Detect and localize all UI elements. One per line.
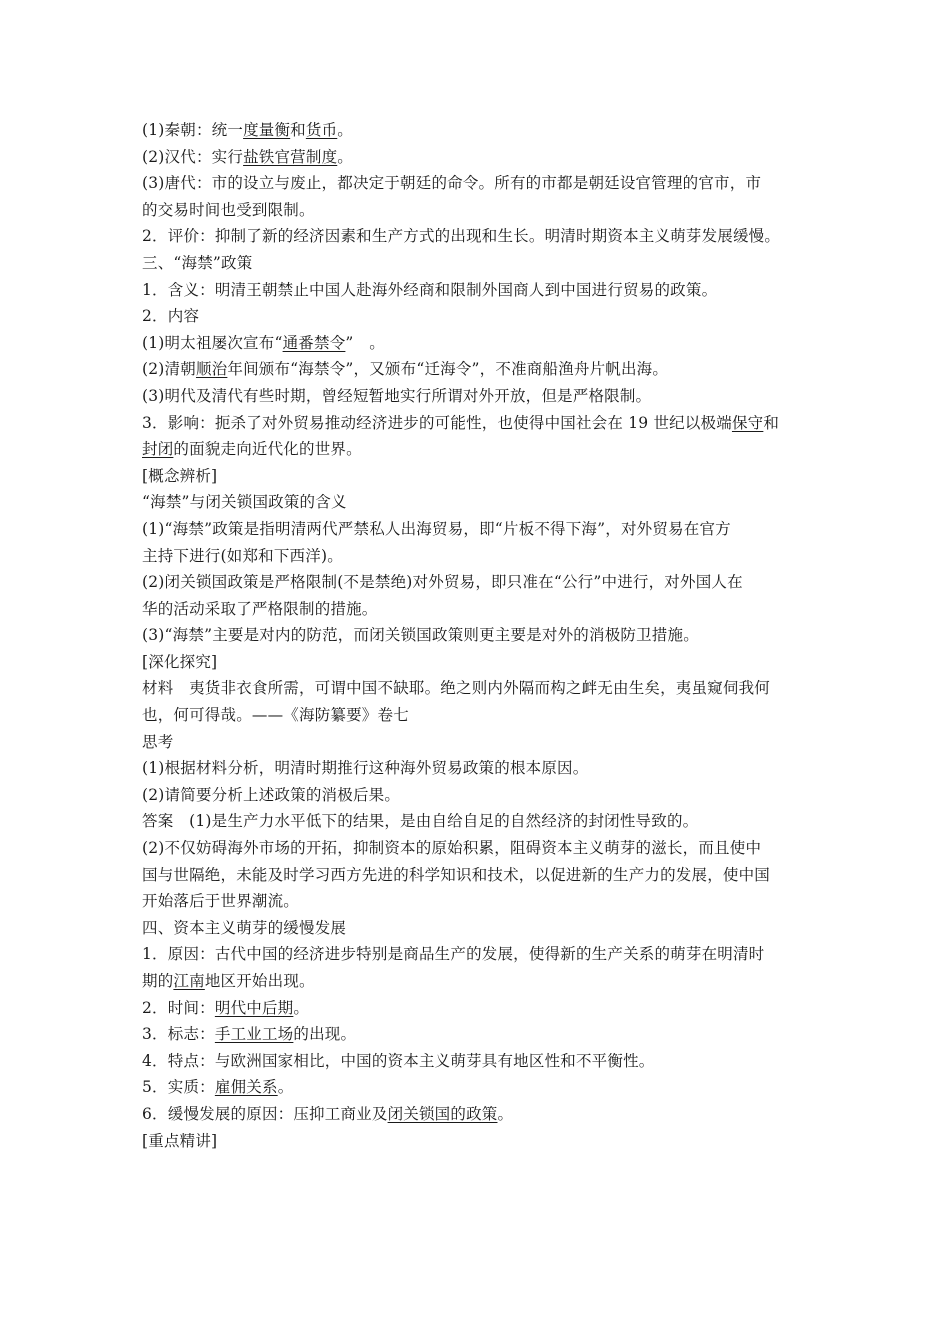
text-run: 。 <box>293 998 310 1017</box>
text-run: 2．评价：抑制了新的经济因素和生产方式的出现和生长。明清时期资本主义萌芽发展缓慢。 <box>142 227 781 246</box>
text-run: 。 <box>277 1078 294 1097</box>
text-line <box>142 250 812 277</box>
text-line <box>142 356 812 383</box>
text-line <box>142 543 812 570</box>
text-line <box>142 995 812 1022</box>
text-line <box>142 223 812 250</box>
text-run: (1)秦朝：统一 <box>142 121 244 139</box>
text-run: 和 <box>763 413 780 432</box>
text-run: 华的活动采取了严格限制的措施。 <box>142 599 378 618</box>
text-line <box>142 649 812 676</box>
text-run: 的出现。 <box>293 1025 357 1044</box>
text-line <box>142 702 812 729</box>
text-line <box>142 170 812 197</box>
underlined-term: 明代中后期 <box>214 998 294 1017</box>
text-run: [重点精讲] <box>142 1131 218 1150</box>
text-run: 。 <box>497 1104 514 1123</box>
underlined-term: 封闭 <box>142 440 174 459</box>
text-line <box>142 1048 812 1075</box>
text-line <box>142 675 812 702</box>
text-run: 2．时间： <box>142 998 215 1017</box>
text-run: 的面貌走向近代化的世界。 <box>173 440 362 459</box>
text-line <box>142 782 812 809</box>
text-run: 2．内容 <box>142 307 200 326</box>
text-line <box>142 569 812 596</box>
text-line <box>142 383 812 410</box>
text-run: (1)“海禁”政策是指明清两代严禁私人出海贸易，即“片板不得下海”，对外贸易在官方 <box>142 519 731 538</box>
text-line <box>142 888 812 915</box>
underlined-term: 盐铁官营制度 <box>243 147 338 166</box>
text-run: 1．含义：明清王朝禁止中国人赴海外经商和限制外国商人到中国进行贸易的政策。 <box>142 280 718 299</box>
text-line <box>142 277 812 304</box>
underlined-term: 顺治 <box>195 360 228 379</box>
text-run: (3)“海禁”主要是对内的防范，而闭关锁国政策则更主要是对外的消极防卫措施。 <box>142 626 699 645</box>
text-line <box>142 915 812 942</box>
text-line <box>142 489 812 516</box>
text-run: 材料 夷货非衣食所需，可谓中国不缺耶。绝之则内外隔而构之衅无由生矣，夷虽窥伺我何 <box>142 679 771 698</box>
text-run: (3)明代及清代有些时期，曾经短暂地实行所谓对外开放，但是严格限制。 <box>142 386 652 405</box>
text-run: 。 <box>337 147 353 166</box>
underlined-term: 货币 <box>305 121 338 139</box>
text-run: (2)闭关锁国政策是严格限制(不是禁绝)对外贸易，即只准在“公行”中进行，对外国人在 <box>142 573 743 592</box>
text-run: 四、资本主义萌芽的缓慢发展 <box>142 918 347 937</box>
text-line <box>142 303 812 330</box>
text-run: 答案 (1)是生产力水平低下的结果，是由自给自足的自然经济的封闭性导致的。 <box>142 812 699 831</box>
text-run: 5．实质： <box>142 1078 215 1097</box>
text-run: 也，何可得哉。——《海防纂要》卷七 <box>142 706 409 725</box>
underlined-term: 保守 <box>731 413 764 432</box>
text-line <box>142 808 812 835</box>
text-line <box>142 410 812 437</box>
document-page <box>142 117 812 1154</box>
text-run: 1．原因：古代中国的经济进步特别是商品生产的发展，使得新的生产关系的萌芽在明清时 <box>142 945 765 964</box>
text-line <box>142 1021 812 1048</box>
text-line <box>142 622 812 649</box>
text-line <box>142 1128 812 1155</box>
text-run: (3)唐代：市的设立与废止，都决定于朝廷的命令。所有的市都是朝廷设官管理的官市，市 <box>142 174 762 193</box>
text-run: 国与世隔绝，未能及时学习西方先进的科学知识和技术，以促进新的生产力的发展，使中国 <box>142 865 771 884</box>
text-line <box>142 862 812 889</box>
text-line <box>142 835 812 862</box>
text-run: 4．特点：与欧洲国家相比，中国的资本主义萌芽具有地区性和不平衡性。 <box>142 1051 655 1070</box>
text-line <box>142 197 812 224</box>
text-run: 3．标志： <box>142 1025 215 1044</box>
text-line <box>142 436 812 463</box>
text-run: 三、“海禁”政策 <box>142 253 253 272</box>
text-run: (2)清朝 <box>142 360 196 379</box>
text-line <box>142 755 812 782</box>
text-run: 期的 <box>142 972 174 990</box>
text-line <box>142 117 812 144</box>
text-run: (1)根据材料分析，明清时期推行这种海外贸易政策的根本原因。 <box>142 759 589 778</box>
text-line <box>142 941 812 968</box>
underlined-term: 通番禁令 <box>282 333 346 352</box>
underlined-term: 度量衡 <box>243 121 291 139</box>
text-run: (2)汉代：实行 <box>142 147 244 166</box>
text-line <box>142 596 812 623</box>
text-line <box>142 330 812 357</box>
text-run: 。 <box>337 121 353 139</box>
text-run: 思考 <box>142 732 174 751</box>
text-line <box>142 516 812 543</box>
text-run: [概念辨析] <box>142 466 218 485</box>
text-run: 6．缓慢发展的原因：压抑工商业及 <box>142 1104 388 1123</box>
text-run: (2)不仅妨碍海外市场的开拓，抑制资本的原始积累，阻碍资本主义萌芽的滋长，而且使中 <box>142 839 762 858</box>
text-run: 3．影响：扼杀了对外贸易推动经济进步的可能性，也使得中国社会在 19 世纪以极端 <box>142 413 732 432</box>
underlined-term: 江南 <box>173 972 205 990</box>
text-line <box>142 968 812 995</box>
text-line <box>142 1074 812 1101</box>
text-line <box>142 1101 812 1128</box>
text-run: 的交易时间也受到限制。 <box>142 200 315 219</box>
text-line <box>142 144 812 171</box>
text-run: 和 <box>290 121 306 139</box>
text-run: (2)请简要分析上述政策的消极后果。 <box>142 785 401 804</box>
underlined-term: 闭关锁国的政策 <box>387 1104 498 1123</box>
text-run: 年间颁布“海禁令”，又颁布“迁海令”，不准商船渔舟片帆出海。 <box>227 360 669 379</box>
text-run: [深化探究] <box>142 652 218 671</box>
text-line <box>142 729 812 756</box>
text-run: 主持下进行(如郑和下西洋)。 <box>142 546 343 565</box>
text-run: ” 。 <box>345 333 385 352</box>
text-run: 地区开始出现。 <box>204 972 315 990</box>
text-run: (1)明太祖屡次宣布“ <box>142 333 283 352</box>
text-line <box>142 463 812 490</box>
underlined-term: 手工业工场 <box>214 1025 294 1044</box>
text-run: “海禁”与闭关锁国政策的含义 <box>142 493 347 512</box>
text-run: 开始落后于世界潮流。 <box>142 892 300 911</box>
underlined-term: 雇佣关系 <box>214 1078 278 1097</box>
